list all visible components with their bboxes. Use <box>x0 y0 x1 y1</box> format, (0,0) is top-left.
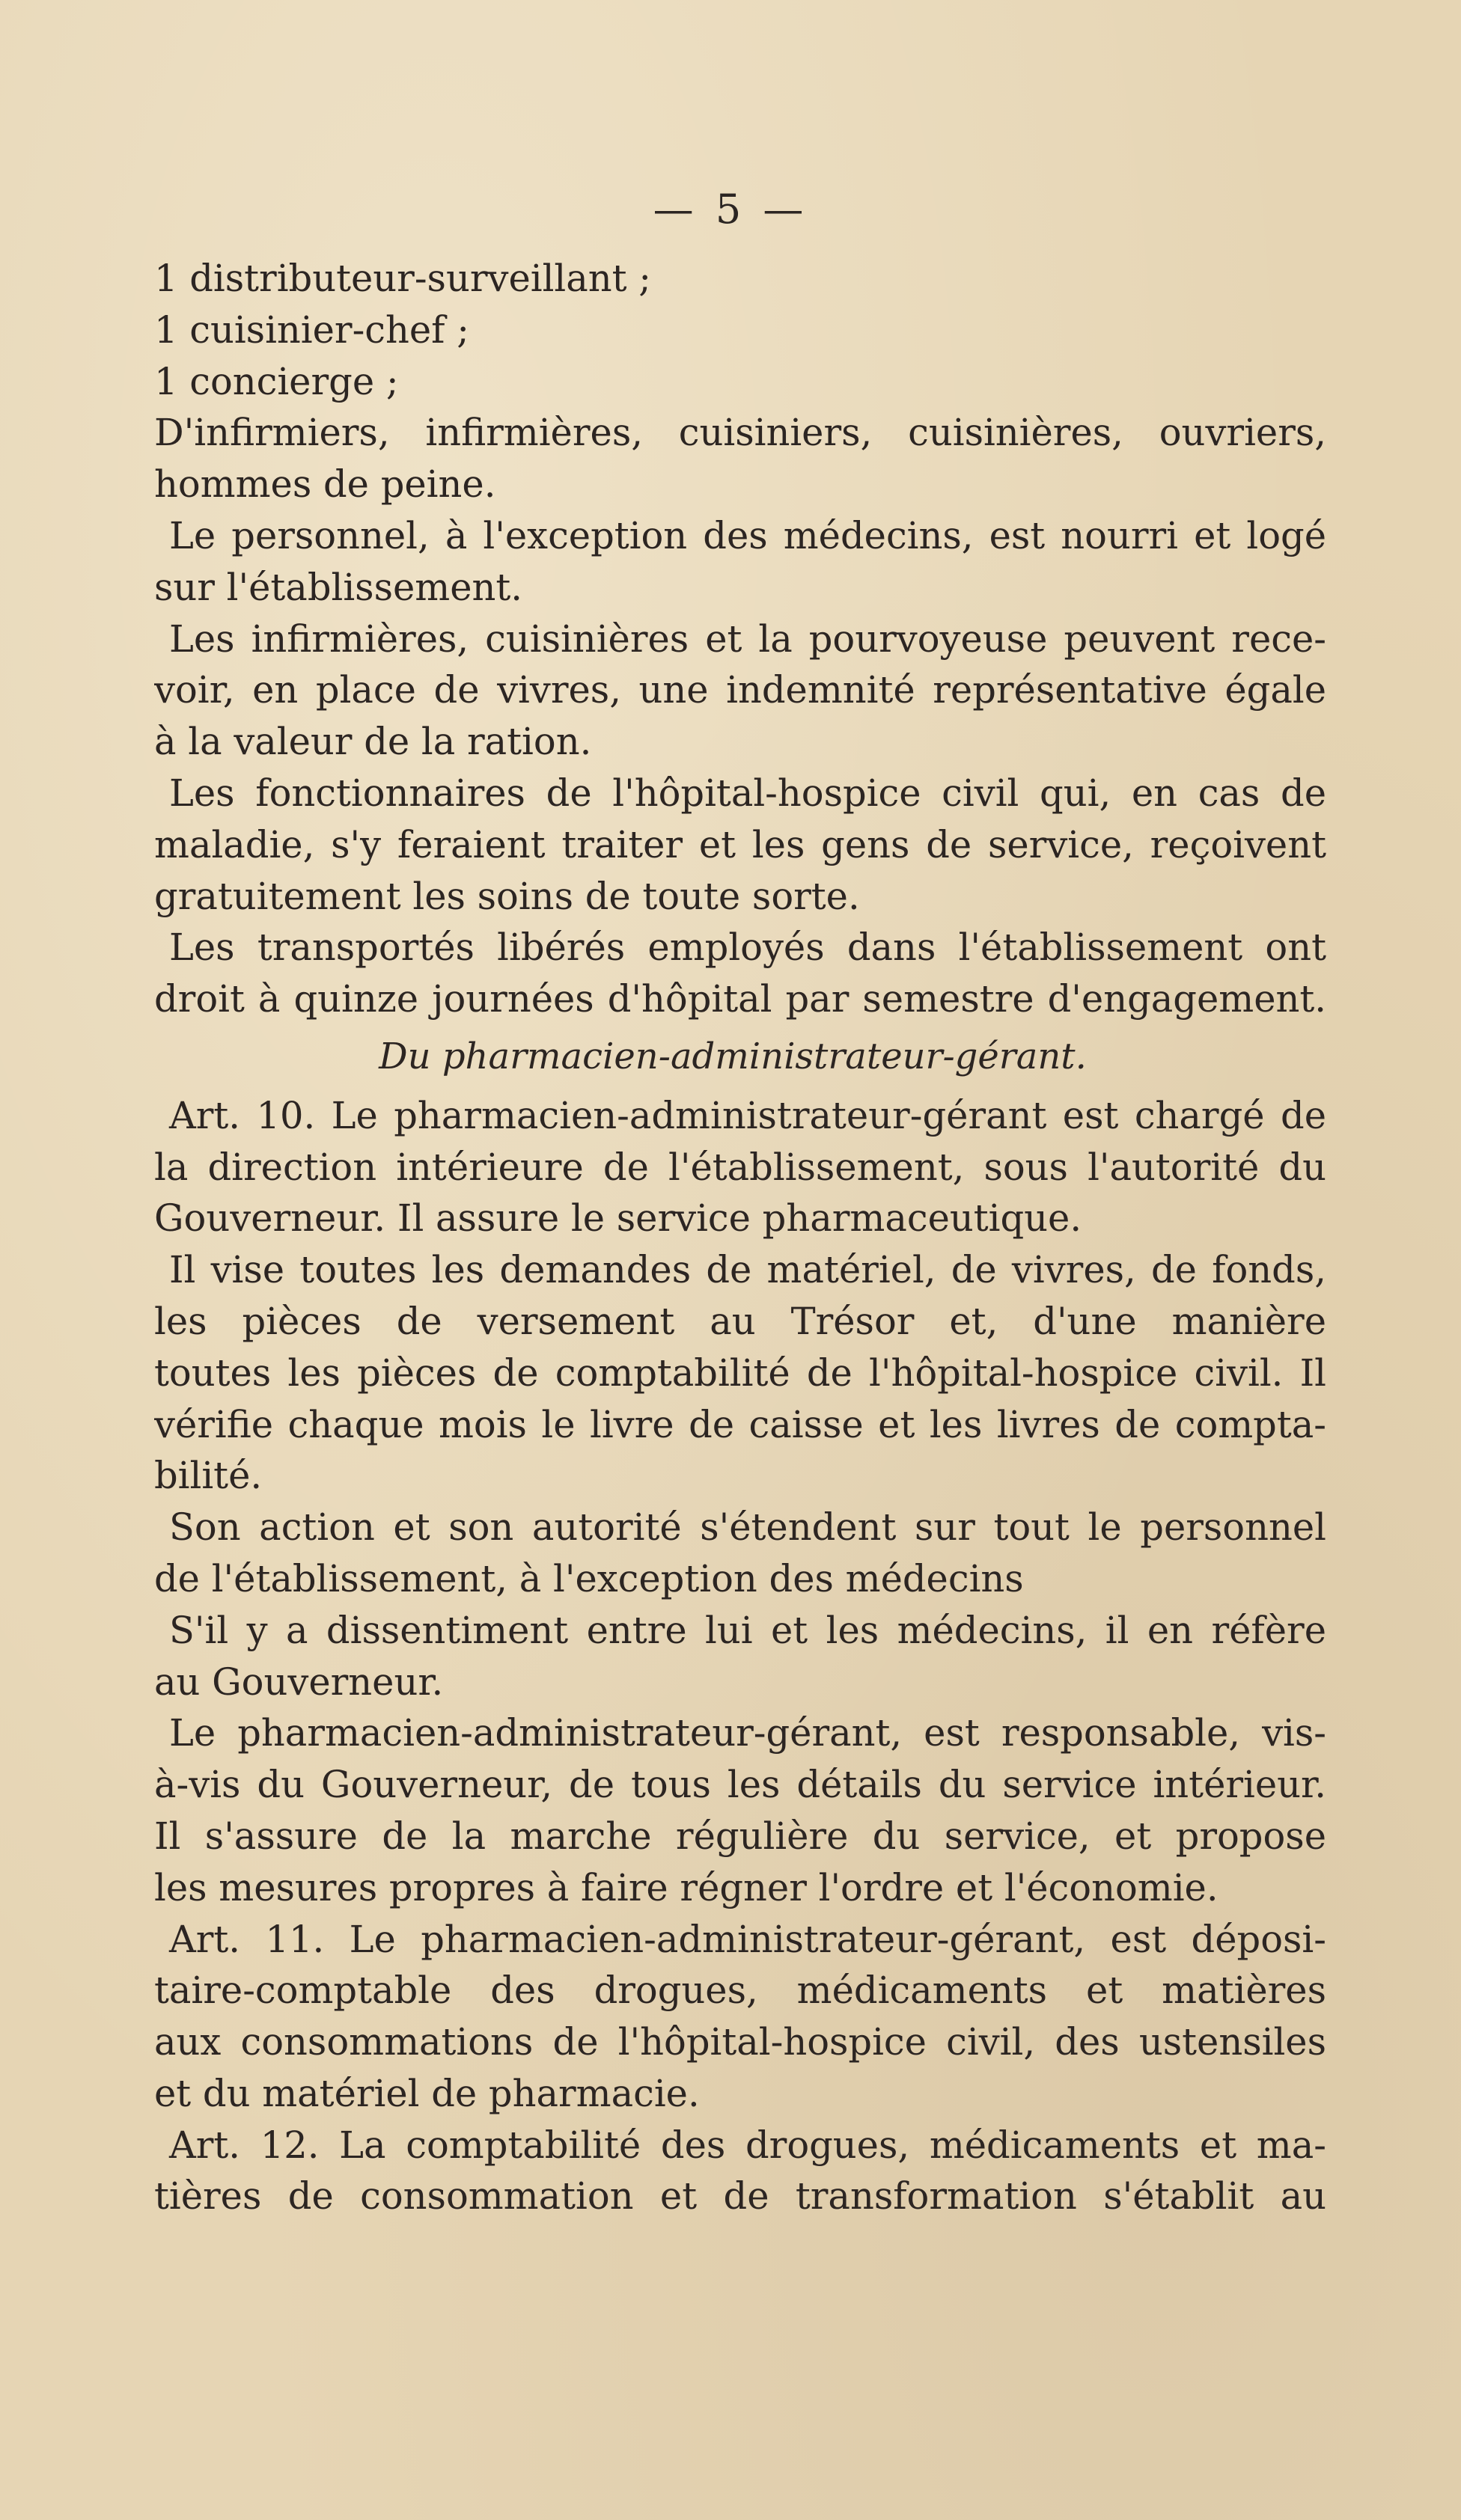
paragraph-line: maladie, s'y feraient traiter et les gens de service, reçoivent <box>154 822 1326 866</box>
paragraph-line: Il s'assure de la marche régulière du service, et propose <box>154 1814 1326 1858</box>
article-line: et du matériel de pharmacie. <box>154 2071 700 2115</box>
body-text <box>154 253 1326 2222</box>
paragraph-line: à la valeur de la ration. <box>154 720 592 764</box>
paragraph-line: à-vis du Gouverneur, de tous les détails du service intérieur. <box>154 1763 1326 1807</box>
paragraph-line: vérifie chaque mois le livre de caisse et les livres de compta- <box>154 1402 1326 1446</box>
article-line: Art. 12. La comptabilité des drogues, médicaments et ma- <box>169 2123 1326 2167</box>
paragraph-line: au Gouverneur. <box>154 1660 444 1704</box>
article-line: tières de consommation et de transformation s'établit au <box>154 2174 1326 2218</box>
paragraph-line: Les infirmières, cuisinières et la pourvoyeuse peuvent rece- <box>169 617 1326 661</box>
paragraph-line: voir, en place de vivres, une indemnité représentative égale <box>154 668 1326 712</box>
paragraph-line: hommes de peine. <box>154 462 496 507</box>
paragraph-line: Les fonctionnaires de l'hôpital-hospice civil qui, en cas de <box>169 771 1326 815</box>
paragraph-line: Le personnel, à l'exception des médecins, est nourri et logé <box>169 513 1326 557</box>
page-number: — 5 — <box>653 186 808 233</box>
article-line: aux consommations de l'hôpital-hospice civil, des ustensiles <box>154 2020 1326 2064</box>
paragraph-line: Les transportés libérés employés dans l'établissement ont <box>169 926 1326 970</box>
paragraph-line: gratuitement les soins de toute sorte. <box>154 874 860 918</box>
section-heading-wrap <box>154 1031 1326 1083</box>
paragraph-line: Son action et son autorité s'étendent sur tout le personnel <box>169 1505 1326 1550</box>
article-line: taire-comptable des drogues, médicaments et matières <box>154 1969 1326 2013</box>
paragraph-line: S'il y a dissentiment entre lui et les médecins, il en réfère <box>169 1608 1326 1652</box>
paragraph-line: les pièces de versement au Trésor et, d'une manière <box>154 1299 1326 1343</box>
paragraph-line: toutes les pièces de comptabilité de l'hôpital-hospice civil. Il <box>154 1351 1326 1395</box>
paragraph-line: bilité. <box>154 1454 263 1498</box>
article-line: Art. 11. Le pharmacien-administrateur-gérant, est déposi- <box>169 1917 1326 1961</box>
section-heading: Du pharmacien-administrateur-gérant. <box>379 1035 1087 1077</box>
article-line: la direction intérieure de l'établissement, sous l'autorité du <box>154 1145 1326 1189</box>
staff-list-item: 1 cuisinier-chef ; <box>154 308 469 352</box>
paragraph-line: Il vise toutes les demandes de matériel, de vivres, de fonds, <box>169 1248 1326 1292</box>
paragraph-line: droit à quinze journées d'hôpital par semestre d'engagement. <box>154 977 1326 1021</box>
article-line: Art. 10. Le pharmacien-administrateur-gérant est chargé de <box>169 1093 1326 1137</box>
staff-list-item: 1 distributeur-surveillant ; <box>154 257 651 300</box>
paragraph-line: Le pharmacien-administrateur-gérant, est responsable, vis- <box>169 1711 1326 1755</box>
paragraph-line: les mesures propres à faire régner l'ordre et l'économie. <box>154 1865 1218 1909</box>
staff-list-item: 1 concierge ; <box>154 359 399 403</box>
paragraph-line: D'infirmiers, infirmières, cuisiniers, cuisinières, ouvriers, <box>154 411 1326 455</box>
article-line: Gouverneur. Il assure le service pharmaceutique. <box>154 1196 1082 1241</box>
paragraph-line: sur l'établissement. <box>154 565 523 609</box>
paragraph-line: de l'établissement, à l'exception des médecins <box>154 1556 1024 1600</box>
